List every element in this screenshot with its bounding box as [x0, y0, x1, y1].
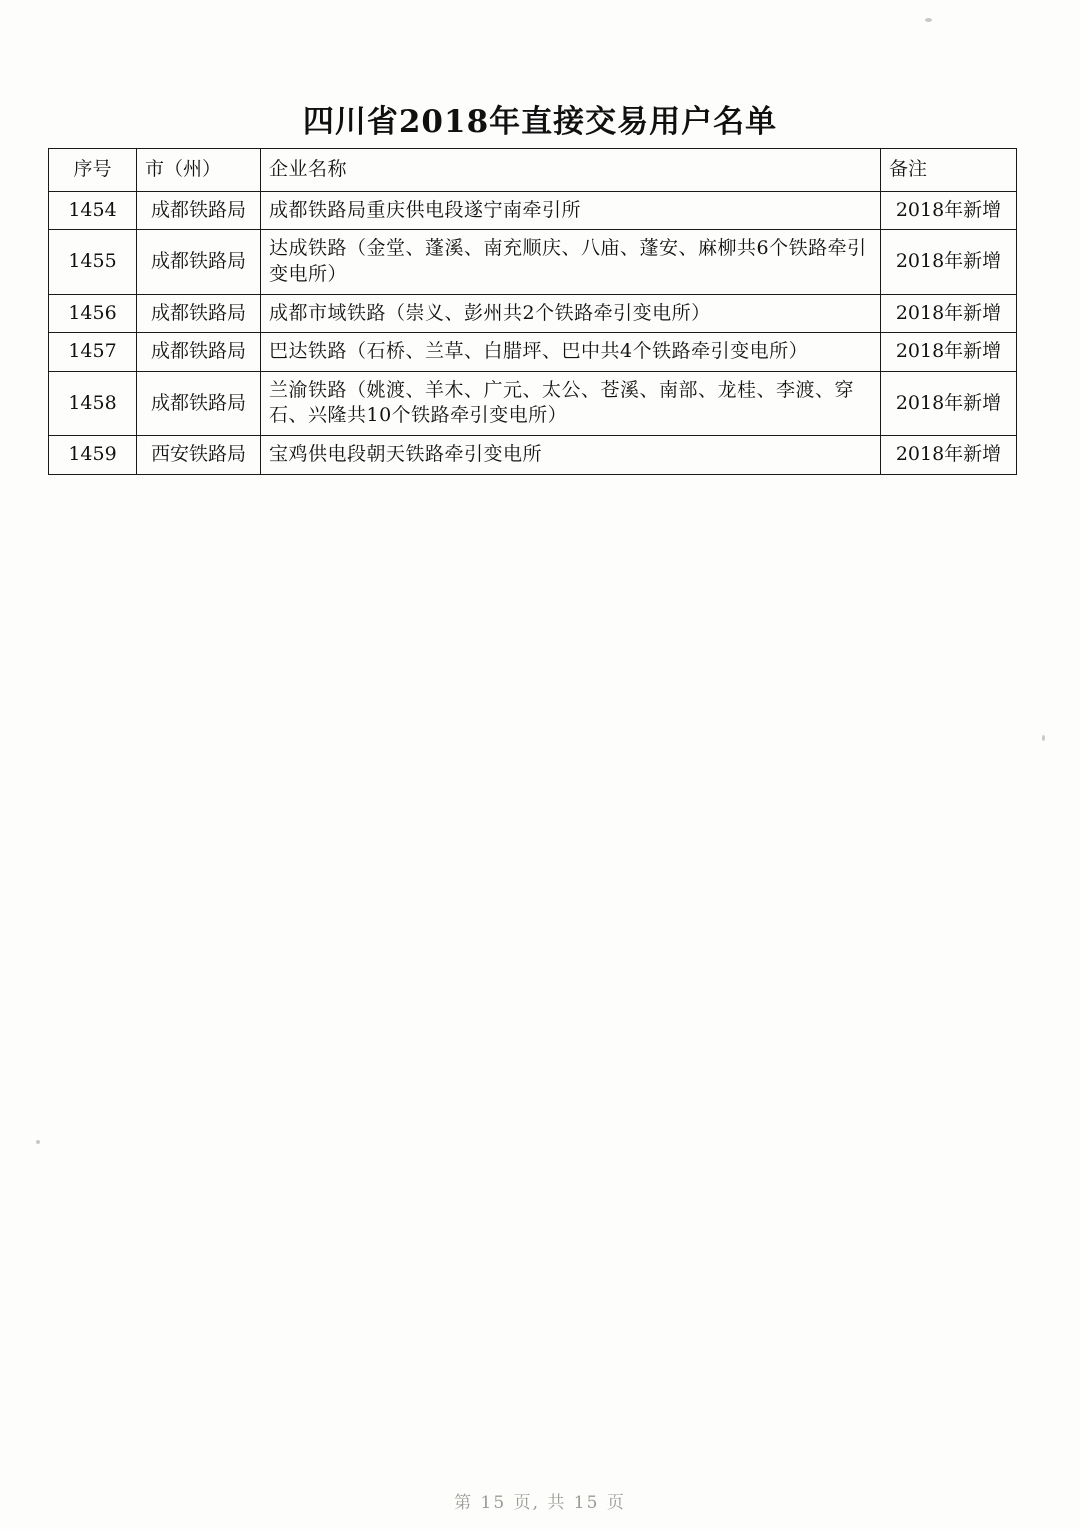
page-title: 四川省2018年直接交易用户名单: [302, 104, 778, 140]
cell-remark: 2018年新增: [881, 333, 1017, 372]
cell-remark: 2018年新增: [881, 294, 1017, 333]
scan-speck: [925, 18, 932, 22]
cell-enterprise: 巴达铁路（石桥、兰草、白腊坪、巴中共4个铁路牵引变电所）: [261, 333, 881, 372]
table-header-row: [49, 149, 1017, 192]
cell-remark: 2018年新增: [881, 436, 1017, 475]
cell-index: 1457: [49, 333, 137, 372]
cell-city: 成都铁路局: [137, 230, 261, 294]
cell-city: 成都铁路局: [137, 333, 261, 372]
column-header-city: 市（州）: [137, 149, 261, 192]
table-row: [49, 191, 1017, 230]
column-header-index: 序号: [49, 149, 137, 192]
cell-remark: 2018年新增: [881, 371, 1017, 435]
table-row: [49, 371, 1017, 435]
cell-index: 1455: [49, 230, 137, 294]
direct-trading-user-table: [48, 148, 1017, 475]
cell-enterprise: 成都市域铁路（崇义、彭州共2个铁路牵引变电所）: [261, 294, 881, 333]
page-footer: 第 15 页, 共 15 页: [454, 1493, 626, 1513]
cell-city: 成都铁路局: [137, 294, 261, 333]
cell-index: 1458: [49, 371, 137, 435]
cell-city: 西安铁路局: [137, 436, 261, 475]
column-header-remark: 备注: [881, 149, 1017, 192]
cell-enterprise: 成都铁路局重庆供电段遂宁南牵引所: [261, 191, 881, 230]
table-row: [49, 436, 1017, 475]
table-row: [49, 230, 1017, 294]
table-row: [49, 333, 1017, 372]
cell-index: 1454: [49, 191, 137, 230]
cell-enterprise: 兰渝铁路（姚渡、羊木、广元、太公、苍溪、南部、龙桂、李渡、穿石、兴隆共10个铁路牵引变电所）: [261, 371, 881, 435]
cell-enterprise: 宝鸡供电段朝天铁路牵引变电所: [261, 436, 881, 475]
cell-city: 成都铁路局: [137, 371, 261, 435]
column-header-enterprise: 企业名称: [261, 149, 881, 192]
cell-remark: 2018年新增: [881, 230, 1017, 294]
cell-remark: 2018年新增: [881, 191, 1017, 230]
scan-speck: [36, 1140, 40, 1144]
scan-speck: [1042, 735, 1045, 741]
table-row: [49, 294, 1017, 333]
cell-enterprise: 达成铁路（金堂、蓬溪、南充顺庆、八庙、蓬安、麻柳共6个铁路牵引变电所）: [261, 230, 881, 294]
cell-index: 1456: [49, 294, 137, 333]
cell-city: 成都铁路局: [137, 191, 261, 230]
user-list-table-container: [48, 148, 1016, 475]
cell-index: 1459: [49, 436, 137, 475]
